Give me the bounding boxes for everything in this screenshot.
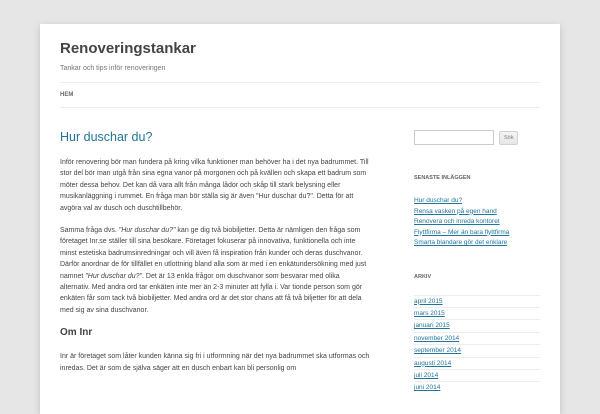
recent-posts-widget [414, 175, 540, 249]
recent-post-link[interactable]: Flyttfirma – Mer än bara flyttfirma [414, 228, 510, 236]
list-item [414, 217, 540, 228]
p2-quote-2: "Hur duschar du?" [85, 272, 143, 280]
archive-link[interactable]: juli 2014 [414, 371, 439, 379]
archive-link[interactable]: juni 2014 [414, 384, 441, 392]
p2-quote: "Hur duschar du?" [118, 227, 176, 235]
list-item [414, 196, 540, 207]
site-title[interactable]: Renoveringstankar [60, 40, 196, 57]
p2-text-before: Samma fråga dvs. [60, 227, 119, 235]
list-item [414, 357, 540, 369]
list-item [414, 332, 540, 344]
archive-link[interactable]: september 2014 [414, 347, 461, 355]
list-item [414, 228, 540, 239]
archive-link[interactable]: januari 2015 [414, 322, 450, 330]
list-item [414, 344, 540, 356]
list-item [414, 369, 540, 381]
archive-title: ARKIV [414, 273, 432, 280]
search-button[interactable]: Sök [499, 131, 518, 145]
site-header [60, 40, 540, 73]
sidebar [414, 130, 540, 394]
archive-list [414, 295, 540, 394]
post-title[interactable]: Hur duschar du? [60, 130, 153, 144]
list-item [414, 207, 540, 218]
nav-item-home[interactable]: HEM [60, 92, 74, 98]
recent-posts-title: SENASTE INLÄGGEN [414, 175, 471, 181]
page-container [40, 24, 560, 414]
archive-link[interactable]: november 2014 [414, 334, 460, 342]
recent-post-link[interactable]: Hur duschar du? [414, 197, 463, 204]
site-description: Tankar och tips inför renoveringen [60, 65, 166, 72]
post-paragraph-3: Inr är företaget som låter kunden känna sig fri i utformning när det nya badrummet ska utformas och inredas. Det är som de själva säger att en dusch enbart kan bli personlig om [60, 353, 370, 372]
archive-link[interactable]: augusti 2014 [414, 359, 452, 367]
p2-text-after: . Det är 13 enkla frågor om duschvanor som besvarar med olika alternativ. Med andra ord tar enkäten inte mer än 2-3 minuter att fylla i. Var tionde person som gör enkäten får som tack två biobiljetter. Med andra ord är det stor chans att få två biljetter för att dela med sig av sina duschvanor. [60, 272, 363, 314]
section-heading: Om Inr [60, 327, 93, 339]
archive-widget [414, 274, 540, 394]
recent-posts-list [414, 196, 540, 249]
list-item [414, 381, 540, 393]
recent-post-link[interactable]: Renovera och inreda kontoret [414, 218, 500, 225]
post-paragraph-2 [60, 225, 370, 316]
p2-text-middle: kan ge dig två biobiljetter. Detta är nämligen den fråga som företaget Inr.se ställer till sina besökare. Företaget fokuserar på innovativa, funktionella och inte minst estetiska badrumsinredningar och vill även få inspiration från kunder och deras duschvanor. Därför anordnar de för tillfället en utlottning bland alla som är med i en enkätundersökning med just namnet [60, 227, 367, 280]
recent-post-link[interactable]: Smarta blandare gör det enklare [414, 239, 508, 246]
post-paragraph-1: Inför renovering bör man fundera på kring vilka funktioner man behöver ha i det nya badrummet. Till stor del bör man utgå från sina egna vanor på morgonen och på kvällen och skapa ett badrum som möter dessa behov. Det kan då vara allt från många lådor och skåp till stark belysning eller musikanläggning i rummet. En fråga man bör ställa sig är även "Hur duschar du?". Detta för att avgöra val av dusch och duschtillbehör. [60, 159, 369, 212]
archive-link[interactable]: april 2015 [414, 297, 443, 305]
list-item [414, 307, 540, 319]
recent-post-link[interactable]: Rensa vasken på egen hand [414, 207, 497, 215]
search-form [414, 130, 540, 145]
archive-link[interactable]: mars 2015 [414, 309, 445, 317]
list-item [414, 295, 540, 307]
search-input[interactable] [414, 130, 494, 145]
list-item [414, 319, 540, 331]
post-content [60, 130, 370, 385]
list-item [414, 238, 540, 249]
main-navigation [60, 82, 540, 108]
